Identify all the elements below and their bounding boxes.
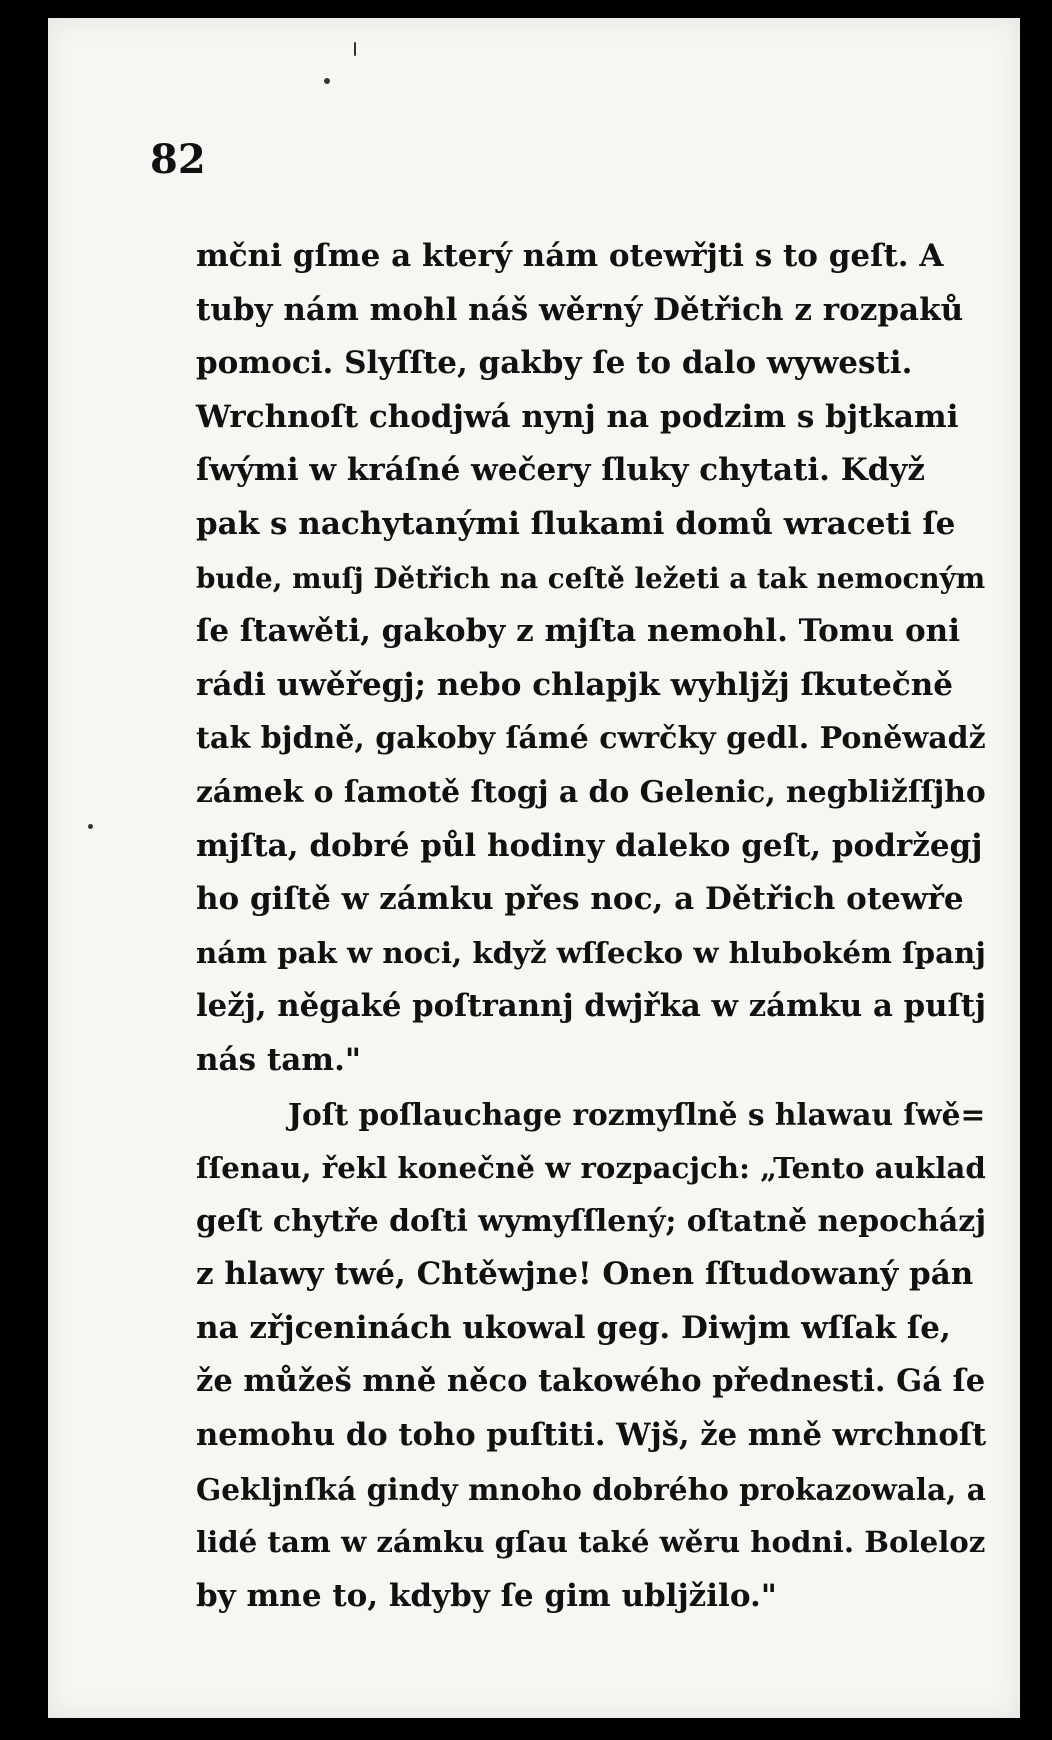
text-line: geſt chytře doſti wymyſſlený; oſtatně nepocházj <box>196 1203 987 1239</box>
text-line: bude, muſj Dětřich na ceſtě ležeti a tak nemocným <box>196 561 986 595</box>
text-line: ſe ſtawěti, gakoby z mjſta nemohl. Tomu oni <box>196 613 960 650</box>
text-line: rádi uwěřegj; nebo chlapjk wyhljžj ſkutečně <box>196 666 954 703</box>
text-line: na zřjceninách ukowal geg. Diwjm wſſak ſe, <box>196 1309 951 1346</box>
ink-speck <box>324 78 330 84</box>
text-line: že můžeš mně něco takowého přednesti. Gá ſe <box>196 1363 986 1400</box>
text-line: Wrchnoſt chodjwá nynj na podzim s bjtkami <box>196 398 959 435</box>
text-line: zámek o ſamotě ſtogj a do Gelenic, negbližſſjho <box>196 774 986 810</box>
page-number: 82 <box>150 136 206 183</box>
text-line: nám pak w noci, když wſſecko w hlubokém ſpanj <box>196 935 986 970</box>
text-line: tak bjdně, gakoby ſámé cwrčky gedl. Poněwadž <box>196 721 986 757</box>
ink-speck <box>354 42 356 56</box>
body-text <box>196 230 986 1623</box>
text-line: z hlawy twé, Chtěwjne! Onen ſſtudowaný pán <box>196 1256 974 1293</box>
text-line: lidé tam w zámku gſau také wěru hodni. Boleloz <box>196 1525 986 1560</box>
text-line: by mne to, kdyby ſe gim ubljžilo." <box>196 1577 777 1614</box>
text-line: pak s nachytanými ſlukami domů wraceti ſe <box>196 505 956 542</box>
text-line: nemohu do toho puſtiti. Wjš, že mně wrchnoſt <box>196 1417 987 1454</box>
text-line: mčni gſme a který nám otewřjti s to geſt. A <box>196 238 944 274</box>
text-line: Joſt poſlauchage rozmyſlně s hlawau ſwě= <box>288 1096 986 1132</box>
text-line: ſwými w kráſné wečery ſluky chytati. Když <box>196 452 925 489</box>
text-line: Gekljnſká gindy mnoho dobrého prokazowala, a <box>196 1471 986 1507</box>
text-line: mjſta, dobré půl hodiny daleko geſt, podržegj <box>196 827 983 864</box>
text-line: pomoci. Slyſſte, gakby ſe to dalo wywesti. <box>196 345 913 382</box>
ink-speck <box>88 824 93 829</box>
text-line: nás tam." <box>196 1041 362 1078</box>
text-line: ho giſtě w zámku přes noc, a Dětřich otewře <box>196 881 964 918</box>
text-line: tuby nám mohl náš wěrný Dětřich z rozpaků <box>196 291 964 328</box>
text-line: ſſenau, řekl konečně w rozpacjch: „Tento auklad <box>196 1150 986 1186</box>
text-line: ležj, něgaké poſtrannj dwjřka w zámku a puſtj <box>196 988 987 1025</box>
